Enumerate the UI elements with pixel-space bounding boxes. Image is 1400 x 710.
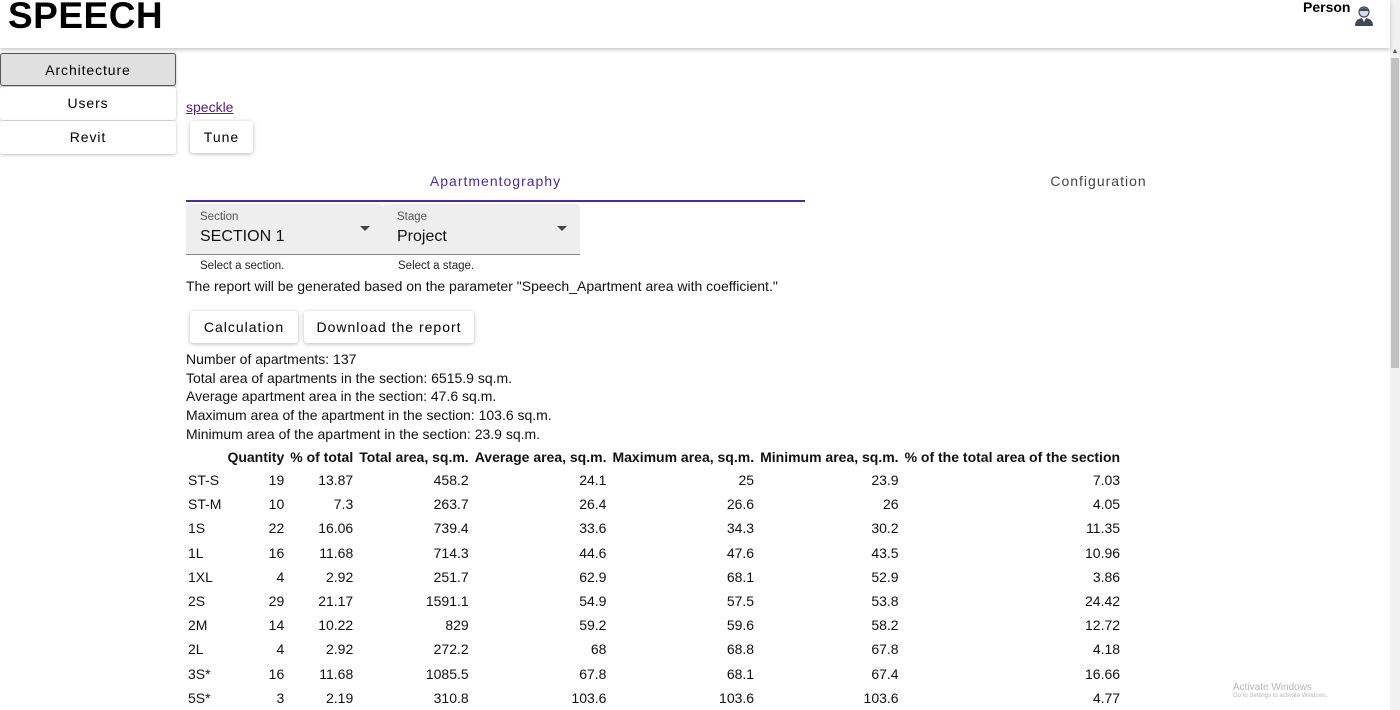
table-header: Minimum area, sq.m. [760, 449, 899, 465]
apartment-type-cell: 5S* [188, 689, 211, 706]
table-cell: 67.8 [579, 665, 607, 682]
table-cell: 103.6 [719, 689, 755, 706]
table-cell: 23.9 [871, 472, 899, 489]
report-note: The report will be generated based on the parameter "Speech_Apartment area with coefficient." [186, 278, 778, 294]
table-header: Average area, sq.m. [474, 449, 607, 465]
table-cell: 62.9 [579, 568, 607, 585]
sidebar-nav [0, 53, 176, 155]
table-cell: 4 [276, 641, 285, 658]
table-cell: 7.03 [1092, 472, 1121, 489]
table-cell: 52.9 [871, 568, 899, 585]
table-cell: 10 [268, 496, 285, 513]
table-row [186, 541, 1123, 565]
user-avatar-icon[interactable] [1354, 5, 1374, 27]
table-cell: 30.2 [871, 520, 899, 537]
table-row [186, 613, 1123, 637]
download-report-button[interactable]: Download the report [304, 311, 474, 343]
table-cell: 25 [738, 472, 755, 489]
stage-helper-text: Select a stage. [398, 260, 475, 272]
table-cell: 33.6 [579, 520, 607, 537]
table-cell: 4.05 [1092, 496, 1121, 513]
stage-select[interactable] [383, 204, 580, 255]
section-select-label: Section [200, 211, 239, 223]
dropdown-arrow-icon[interactable] [557, 226, 567, 231]
table-header-row [186, 446, 1123, 468]
summary-maximum-area: Maximum area of the apartment in the section: 103.6 sq.m. [186, 407, 552, 423]
table-cell: 26 [883, 496, 899, 513]
app-title: SPEECH [8, 0, 164, 36]
table-body [186, 468, 1123, 710]
table-cell: 7.3 [333, 496, 354, 513]
dropdown-arrow-icon[interactable] [360, 226, 370, 231]
apartment-table [186, 446, 1123, 710]
table-cell: 10.22 [318, 617, 354, 634]
table-cell: 43.5 [871, 544, 899, 561]
table-cell: 16.06 [318, 520, 354, 537]
activate-windows-watermark [1233, 682, 1328, 699]
table-cell: 58.2 [871, 617, 899, 634]
table-cell: 59.2 [579, 617, 607, 634]
table-cell: 67.8 [871, 641, 899, 658]
tab-configuration[interactable]: Configuration [1050, 173, 1147, 189]
table-cell: 24.1 [579, 472, 607, 489]
table-cell: 11.68 [319, 665, 354, 682]
table-cell: 103.6 [571, 689, 607, 706]
watermark-title: Activate Windows [1233, 682, 1312, 693]
table-header [186, 446, 224, 468]
table-cell: 829 [445, 617, 469, 634]
table-cell: 263.7 [433, 496, 469, 513]
table-row [186, 516, 1123, 540]
table-cell: 29 [268, 593, 285, 610]
table-row [186, 492, 1123, 516]
section-helper-text: Select a section. [200, 260, 285, 272]
table-cell: 53.8 [871, 593, 899, 610]
table-header: % of the total area of the section [904, 449, 1121, 465]
scroll-up-arrow-icon[interactable]: ▲ [1391, 48, 1399, 55]
table-row [186, 686, 1123, 710]
summary-apartment-count: Number of apartments: 137 [186, 351, 357, 367]
tab-apartmentography[interactable]: Apartmentography [186, 166, 805, 202]
table-cell: 3 [276, 689, 285, 706]
table-cell: 714.3 [433, 544, 469, 561]
table-cell: 21.17 [318, 593, 354, 610]
table-cell: 57.5 [726, 593, 755, 610]
table-cell: 4.77 [1092, 689, 1121, 706]
table-cell: 22 [268, 520, 285, 537]
summary-average-area: Average apartment area in the section: 47.6 sq.m. [186, 388, 497, 404]
table-cell: 2.92 [325, 568, 354, 585]
table-cell: 4.18 [1092, 641, 1121, 658]
table-cell: 67.4 [871, 665, 899, 682]
calculation-button[interactable]: Calculation [190, 311, 298, 343]
scrollbar-thumb[interactable] [1391, 58, 1399, 368]
table-cell: 2.19 [325, 689, 354, 706]
table-cell: 11.35 [1086, 520, 1121, 537]
table-header: Quantity [227, 449, 285, 465]
table-cell: 310.8 [433, 689, 469, 706]
table-cell: 59.6 [726, 617, 755, 634]
table-row [186, 637, 1123, 661]
table-row [186, 565, 1123, 589]
table-cell: 26.6 [726, 496, 755, 513]
table-cell: 10.96 [1085, 544, 1121, 561]
table-cell: 739.4 [433, 520, 469, 537]
table-cell: 19 [268, 472, 285, 489]
apartment-type-cell: 1L [188, 544, 204, 561]
apartment-type-cell: 2L [188, 641, 204, 658]
table-cell: 251.7 [433, 568, 469, 585]
app-header [0, 0, 1390, 48]
summary-minimum-area: Minimum area of the apartment in the section: 23.9 sq.m. [186, 426, 541, 442]
apartment-type-cell: ST-S [188, 472, 220, 489]
table-cell: 272.2 [433, 641, 469, 658]
table-cell: 68.8 [726, 641, 755, 658]
table-cell: 103.6 [863, 689, 899, 706]
table-cell: 1591.1 [425, 593, 469, 610]
tune-button[interactable]: Tune [190, 121, 253, 153]
stage-select-value[interactable]: Project [397, 228, 447, 245]
apartment-type-cell: 2S [188, 593, 206, 610]
table-cell: 34.3 [726, 520, 755, 537]
table-cell: 1085.5 [425, 665, 469, 682]
table-header: Maximum area, sq.m. [612, 449, 755, 465]
sidebar-item-users[interactable]: Users [0, 87, 176, 120]
table-cell: 68.1 [726, 568, 755, 585]
watermark-subtitle: Go to Settings to activate Windows. [1233, 693, 1328, 699]
apartment-type-cell: 1XL [188, 568, 213, 585]
table-cell: 16.66 [1085, 665, 1121, 682]
sidebar-item-revit[interactable]: Revit [0, 121, 176, 154]
sidebar-item-architecture[interactable]: Architecture [0, 53, 176, 86]
table-cell: 44.6 [579, 544, 607, 561]
apartment-type-cell: 2M [188, 617, 208, 634]
table-cell: 3.86 [1092, 568, 1121, 585]
table-cell: 14 [268, 617, 285, 634]
table-header: Total area, sq.m. [359, 449, 469, 465]
section-select[interactable] [186, 204, 383, 255]
apartment-type-cell: 1S [188, 520, 206, 537]
table-cell: 4 [276, 568, 285, 585]
table-header: % of total [290, 449, 354, 465]
table-cell: 68 [590, 641, 607, 658]
user-name[interactable]: Person [1303, 0, 1351, 15]
table-row [186, 589, 1123, 613]
table-cell: 13.87 [318, 472, 354, 489]
table-cell: 12.72 [1085, 617, 1121, 634]
table-cell: 24.42 [1085, 593, 1121, 610]
table-row [186, 468, 1123, 492]
table-cell: 458.2 [433, 472, 469, 489]
vertical-scrollbar[interactable] [1390, 0, 1400, 710]
summary-total-area: Total area of apartments in the section: 6515.9 sq.m. [186, 370, 513, 386]
table-cell: 2.92 [325, 641, 354, 658]
section-select-value[interactable]: SECTION 1 [200, 228, 285, 245]
speckle-link[interactable]: speckle [186, 99, 234, 115]
table-cell: 26.4 [579, 496, 607, 513]
table-cell: 11.68 [319, 544, 354, 561]
table-cell: 68.1 [726, 665, 755, 682]
table-cell: 16 [268, 544, 285, 561]
table-cell: 54.9 [579, 593, 607, 610]
table-row [186, 662, 1123, 686]
apartment-type-cell: ST-M [188, 496, 222, 513]
table-cell: 47.6 [726, 544, 755, 561]
apartment-type-cell: 3S* [188, 665, 211, 682]
stage-select-label: Stage [397, 211, 428, 223]
table-cell: 16 [268, 665, 285, 682]
